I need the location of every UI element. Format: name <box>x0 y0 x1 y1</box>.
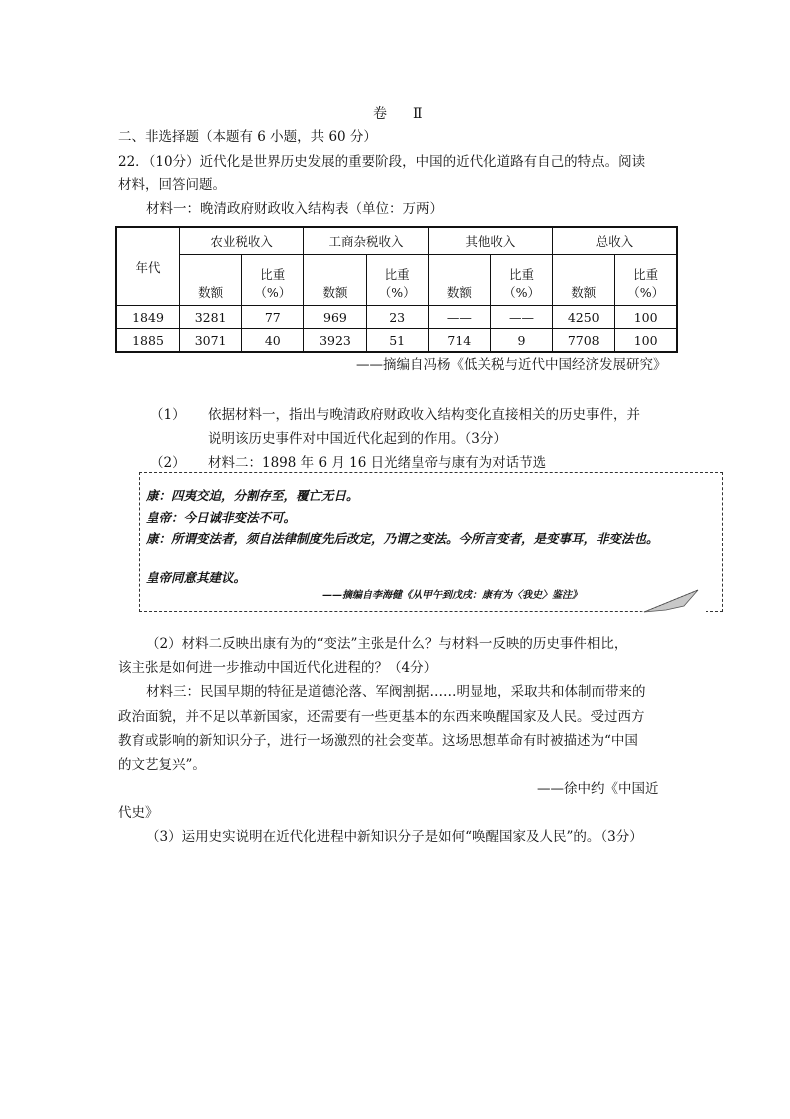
table-row <box>116 306 677 329</box>
dialogue-line-2: 皇帝：今日诚非变法不可。 <box>146 510 297 525</box>
section-heading: 二、非选择题（本题有 6 小题，共 60 分） <box>118 129 377 145</box>
table-cell: 714 <box>428 329 490 353</box>
table-header-row <box>116 227 677 255</box>
table-cell: 23 <box>366 306 428 329</box>
amount-header: 数额 <box>304 255 366 306</box>
subquestion-1-line-2: 说明该历史事件对中国近代化起到的作用。（3分） <box>208 431 507 447</box>
dialogue-line-3: 康：所谓变法者，须自法律制度先后改定，乃谓之变法。今所言变者，是变事耳，非变法也。 <box>146 531 659 546</box>
question-intro-line-1: 22．（10分）近代化是世界历史发展的重要阶段，中国的近代化道路有自己的特点。阅读 <box>118 154 646 170</box>
table-cell: 100 <box>615 329 677 353</box>
year-cell: 1849 <box>116 306 180 329</box>
subquestion-1-line-1: 依据材料一，指出与晚清政府财政收入结构变化直接相关的历史事件，并 <box>208 407 640 423</box>
material-3-line-1: 材料三：民国早期的特征是道德沦落、军阀割据……明显地，采取共和体制而带来的 <box>146 684 646 700</box>
table-cell: 4250 <box>553 306 615 329</box>
material-3-line-4: 的文艺复兴”。 <box>118 757 206 773</box>
revenue-table <box>115 226 678 353</box>
table-cell: —— <box>490 306 552 329</box>
material-3-source-continued: 代史》 <box>118 805 159 821</box>
table-subheader-row <box>116 255 677 306</box>
group-header-agriculture: 农业税收入 <box>180 227 304 255</box>
table-cell: 7708 <box>553 329 615 353</box>
table-row <box>116 329 677 353</box>
year-header: 年代 <box>116 227 180 306</box>
table-cell: 77 <box>242 306 304 329</box>
table-source: ——摘编自冯杨《低关税与近代中国经济发展研究》 <box>356 357 667 373</box>
amount-header: 数额 <box>428 255 490 306</box>
group-header-commerce: 工商杂税收入 <box>304 227 428 255</box>
ratio-header: 比重 （%） <box>615 255 677 306</box>
table-cell: 3071 <box>180 329 242 353</box>
amount-header: 数额 <box>553 255 615 306</box>
subquestion-1-number: （1） <box>150 407 186 423</box>
material-3-line-2: 政治面貌，并不足以革新国家，还需要有一些更基本的东西来唤醒国家及人民。受过西方 <box>118 709 645 725</box>
table-cell: 3281 <box>180 306 242 329</box>
table-cell: 100 <box>615 306 677 329</box>
table-cell: —— <box>428 306 490 329</box>
year-cell: 1885 <box>116 329 180 353</box>
subquestion-2-number: （2） <box>150 455 186 471</box>
question-intro-line-2: 材料，回答问题。 <box>118 177 226 193</box>
dialogue-line-4: 皇帝同意其建议。 <box>146 570 247 585</box>
material-1-title: 材料一：晚清政府财政收入结构表（单位：万两） <box>146 201 443 217</box>
table-cell: 51 <box>366 329 428 353</box>
table-cell: 9 <box>490 329 552 353</box>
ratio-header: 比重 （%） <box>490 255 552 306</box>
page-curl-icon <box>636 586 706 614</box>
subquestion-2-line-2: 该主张是如何进一步推动中国近代化进程的？（4分） <box>118 660 438 676</box>
group-header-total: 总收入 <box>553 227 677 255</box>
section-title: 卷 Ⅱ <box>373 106 429 122</box>
ratio-header: 比重 （%） <box>242 255 304 306</box>
table-cell: 40 <box>242 329 304 353</box>
amount-header: 数额 <box>180 255 242 306</box>
material-3-source: ——徐中约《中国近 <box>537 781 659 797</box>
group-header-other: 其他收入 <box>428 227 552 255</box>
ratio-header: 比重 （%） <box>366 255 428 306</box>
subquestion-2-line-1: （2）材料二反映出康有为的“变法”主张是什么？与材料一反映的历史事件相比， <box>146 636 628 652</box>
material-2-title: 材料二：1898 年 6 月 16 日光绪皇帝与康有为对话节选 <box>208 455 547 471</box>
subquestion-3: （3）运用史实说明在近代化进程中新知识分子是如何“唤醒国家及人民”的。（3分） <box>146 829 643 845</box>
dialogue-line-1: 康：四夷交迫，分割存至，覆亡无日。 <box>146 488 359 503</box>
table-cell: 969 <box>304 306 366 329</box>
dialogue-source: ——摘编自李海健《从甲午到戊戌：康有为〈我史〉鉴注》 <box>322 590 582 601</box>
material-3-line-3: 教育或影响的新知识分子，进行一场激烈的社会变革。这场思想革命有时被描述为“中国 <box>118 733 638 749</box>
table-cell: 3923 <box>304 329 366 353</box>
